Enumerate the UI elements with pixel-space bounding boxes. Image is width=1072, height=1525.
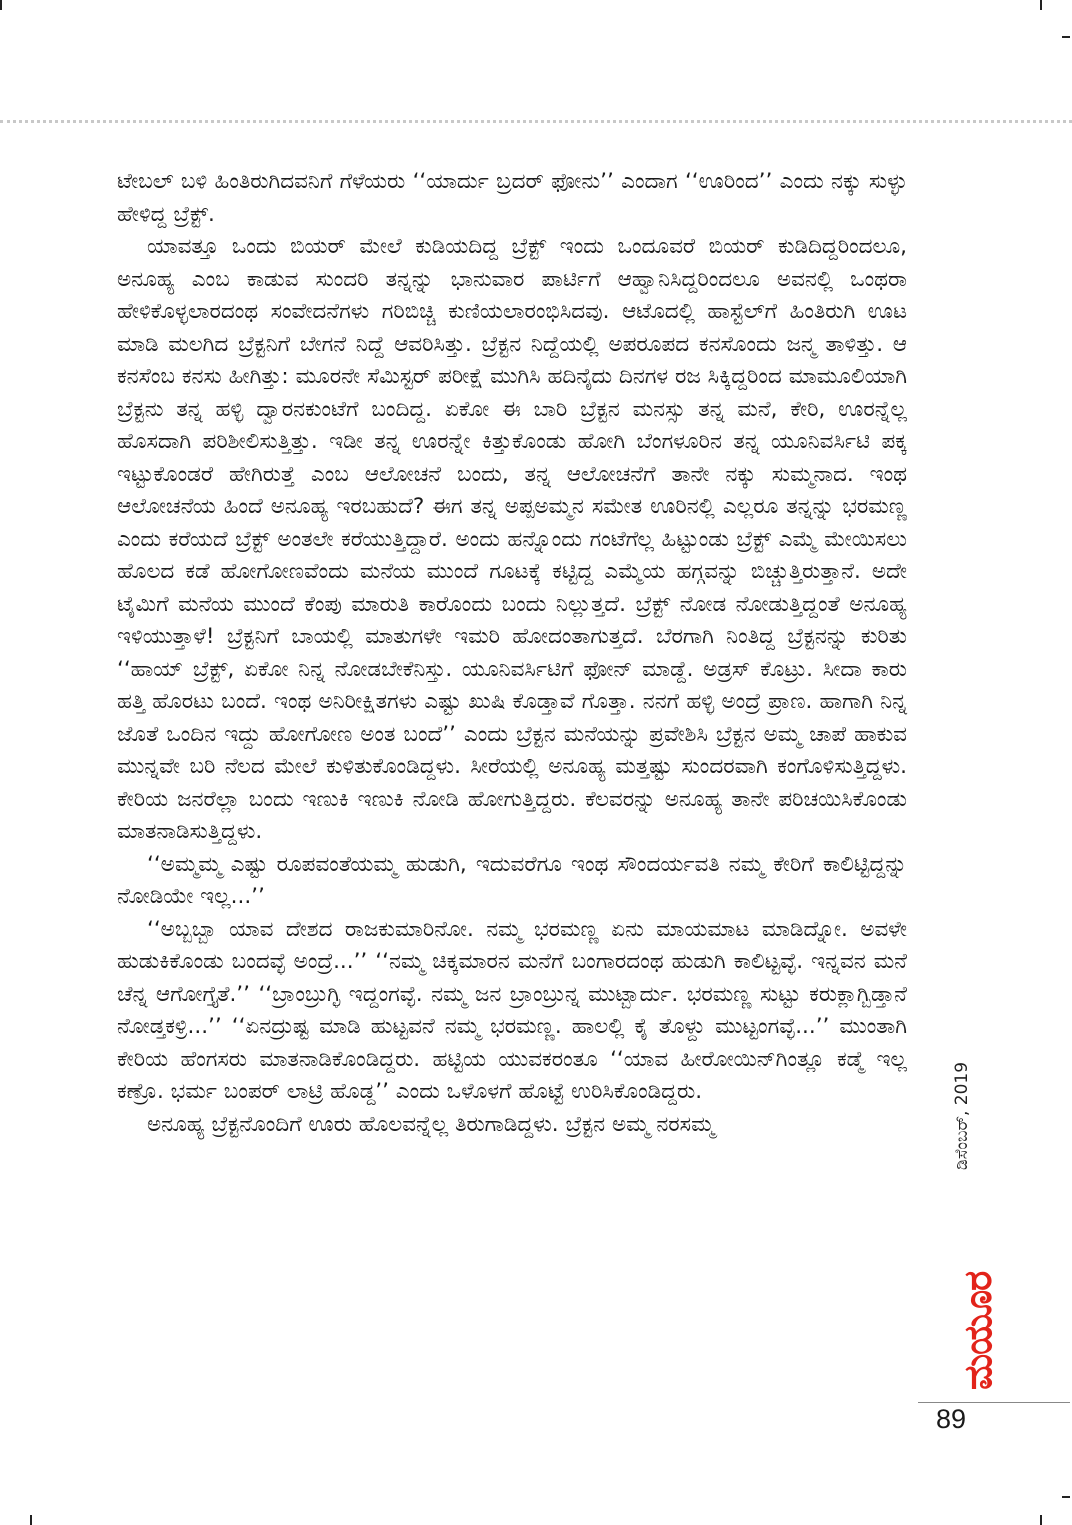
article-body [117, 166, 907, 1141]
article-paragraph: ‘‘ಅಬ್ಬಬ್ಬಾ ಯಾವ ದೇಶದ ರಾಜಕುಮಾರಿನೋ. ನಮ್ಮ ಭರಮಣ್ಣ ಏನು ಮಾಯಮಾಟ ಮಾಡಿದ್ನೋ. ಅವಳೇ ಹುಡುಕಿಕೊಂಡು ಬಂದವ್ಳೆ ಅಂದ್ರೆ...’’ ‘‘ನಮ್ಮ ಚಿಕ್ಕಮಾರನ ಮನೆಗೆ ಬಂಗಾರದಂಥ ಹುಡುಗಿ ಕಾಲಿಟ್ಟವ್ಳೆ. ಇನ್ನವನ ಮನೆ ಚೆನ್ನ ಆಗೋಗ್ತೈತೆ.’’ ‘‘ಬ್ರಾಂಬ್ರುಗ್ಳಿ ಇದ್ದಂಗವ್ಳೆ. ನಮ್ಮ ಜನ ಬ್ರಾಂಬ್ರುನ್ನ ಮುಟ್ಬಾರ್ದು. ಭರಮಣ್ಣ ಸುಟ್ಟು ಕರುಕ್ಲಾಗ್ಬಿಡ್ತಾನೆ ನೋಡ್ತಕಳ್ರಿ...’’ ‘‘ಏನದ್ರುಷ್ಟ ಮಾಡಿ ಹುಟ್ಟವನೆ ನಮ್ಮ ಭರಮಣ್ಣ. ಹಾಲಲ್ಲಿ ಕೈ ತೊಳ್ದು ಮುಟ್ಟಂಗವ್ಳೆ...’’ ಮುಂತಾಗಿ ಕೇರಿಯ ಹೆಂಗಸರು ಮಾತನಾಡಿಕೊಂಡಿದ್ದರು. ಹಟ್ಟಿಯ ಯುವಕರಂತೂ ‘‘ಯಾವ ಹೀರೋಯಿನ್‌ಗಿಂತ್ಲೂ ಕಡ್ಮೆ ಇಲ್ಲ ಕಣ್ರೊ. ಭರ್ಮ ಬಂಪರ್ ಲಾಟ್ರಿ ಹೊಡ್ದ’’ ಎಂದು ಒಳೊಳಗೆ ಹೊಟ್ಟೆ ಉರಿಸಿಕೊಂಡಿದ್ದರು. [117, 916, 907, 1104]
crop-mark-top-left [0, 0, 2, 10]
magazine-logo: ಮಯೂರ [956, 1271, 1000, 1390]
crop-mark-right-upper [1062, 36, 1070, 38]
article-paragraph: ಟೇಬಲ್ ಬಳಿ ಹಿಂತಿರುಗಿದವನಿಗೆ ಗೆಳೆಯರು ‘‘ಯಾರ್ದು ಬ್ರದರ್ ಫೋನು’’ ಎಂದಾಗ ‘‘ಊರಿಂದ’’ ಎಂದು ನಕ್ಕು ಸುಳ್ಳು ಹೇಳಿದ್ದ ಬ್ರೆಕ್ಟ್. [117, 169, 907, 227]
crop-mark-bottom-right [1040, 1515, 1042, 1525]
article-paragraph: ‘‘ಅಮ್ಮಮ್ಮ ಎಷ್ಟು ರೂಪವಂತೆಯಮ್ಮ ಹುಡುಗಿ, ಇದುವರೆಗೂ ಇಂಥ ಸೌಂದರ್ಯವತಿ ನಮ್ಮ ಕೇರಿಗೆ ಕಾಲಿಟ್ಟಿದ್ದನ್ನು ನೋಡಿಯೇ ಇಲ್ಲ...’’ [117, 851, 907, 909]
article-paragraph: ಅನೂಹ್ಯ ಬ್ರೆಕ್ಟನೊಂದಿಗೆ ಊರು ಹೊಲವನ್ನೆಲ್ಲ ತಿರುಗಾಡಿದ್ದಳು. ಬ್ರೆಕ್ಟನ ಅಮ್ಮ ನರಸಮ್ಮ [147, 1111, 715, 1137]
crop-mark-top-right [1040, 0, 1042, 10]
footer-rule [918, 1402, 1070, 1403]
crop-mark-right-lower [1062, 1496, 1070, 1498]
header-dotted-rule [0, 120, 1072, 123]
issue-date: ಡಿಸೆಂಬರ್, 2019 [952, 1061, 972, 1170]
article-paragraph: ಯಾವತ್ತೂ ಒಂದು ಬಿಯರ್ ಮೇಲೆ ಕುಡಿಯದಿದ್ದ ಬ್ರೆಕ್ಟ್ ಇಂದು ಒಂದೂವರೆ ಬಿಯರ್ ಕುಡಿದಿದ್ದರಿಂದಲೂ, ಅನೂಹ್ಯ ಎಂಬ ಕಾಡುವ ಸುಂದರಿ ತನ್ನನ್ನು ಭಾನುವಾರ ಪಾರ್ಟಿಗೆ ಆಹ್ವಾನಿಸಿದ್ದರಿಂದಲೂ ಅವನಲ್ಲಿ ಒಂಥರಾ ಹೇಳಿಕೊಳ್ಳಲಾರದಂಥ ಸಂವೇದನೆಗಳು ಗರಿಬಿಚ್ಚಿ ಕುಣಿಯಲಾರಂಭಿಸಿದವು. ಆಟೊದಲ್ಲಿ ಹಾಸ್ಟೆಲ್‌ಗೆ ಹಿಂತಿರುಗಿ ಊಟ ಮಾಡಿ ಮಲಗಿದ ಬ್ರೆಕ್ಟನಿಗೆ ಬೇಗನೆ ನಿದ್ದೆ ಆವರಿಸಿತ್ತು. ಬ್ರೆಕ್ಟನ ನಿದ್ದೆಯಲ್ಲಿ ಅಪರೂಪದ ಕನಸೊಂದು ಜನ್ಮ ತಾಳಿತ್ತು. ಆ ಕನಸೆಂಬ ಕನಸು ಹೀಗಿತ್ತು: ಮೂರನೇ ಸೆಮಿಸ್ಟರ್ ಪರೀಕ್ಷೆ ಮುಗಿಸಿ ಹದಿನೈದು ದಿನಗಳ ರಜ ಸಿಕ್ಕಿದ್ದರಿಂದ ಮಾಮೂಲಿಯಾಗಿ ಬ್ರೆಕ್ಟನು ತನ್ನ ಹಳ್ಳಿ ದ್ವಾರನಕುಂಟೆಗೆ ಬಂದಿದ್ದ. ಏಕೋ ಈ ಬಾರಿ ಬ್ರೆಕ್ಟನ ಮನಸ್ಸು ತನ್ನ ಮನೆ, ಕೇರಿ, ಊರನ್ನೆಲ್ಲ ಹೊಸದಾಗಿ ಪರಿಶೀಲಿಸುತ್ತಿತ್ತು. ಇಡೀ ತನ್ನ ಊರನ್ನೇ ಕಿತ್ತುಕೊಂಡು ಹೋಗಿ ಬೆಂಗಳೂರಿನ ತನ್ನ ಯೂನಿವರ್ಸಿಟಿ ಪಕ್ಕ ಇಟ್ಟುಕೊಂಡರೆ ಹೇಗಿರುತ್ತೆ ಎಂಬ ಆಲೋಚನೆ ಬಂದು, ತನ್ನ ಆಲೋಚನೆಗೆ ತಾನೇ ನಕ್ಕು ಸುಮ್ಮನಾದ. ಇಂಥ ಆಲೋಚನೆಯ ಹಿಂದೆ ಅನೂಹ್ಯ ಇರಬಹುದೆ? ಈಗ ತನ್ನ ಅಪ್ಪಅಮ್ಮನ ಸಮೇತ ಊರಿನಲ್ಲಿ ಎಲ್ಲರೂ ತನ್ನನ್ನು ಭರಮಣ್ಣ ಎಂದು ಕರೆಯದೆ ಬ್ರೆಕ್ಟ್ ಅಂತಲೇ ಕರೆಯುತ್ತಿದ್ದಾರೆ. ಅಂದು ಹನ್ನೊಂದು ಗಂಟೆಗೆಲ್ಲ ಹಿಟ್ಟುಂಡು ಬ್ರೆಕ್ಟ್ ಎಮ್ಮೆ ಮೇಯಿಸಲು ಹೊಲದ ಕಡೆ ಹೋಗೋಣವೆಂದು ಮನೆಯ ಮುಂದೆ ಗೂಟಕ್ಕೆ ಕಟ್ಟಿದ್ದ ಎಮ್ಮೆಯ ಹಗ್ಗವನ್ನು ಬಿಚ್ಚುತ್ತಿರುತ್ತಾನೆ. ಅದೇ ಟೈಮಿಗೆ ಮನೆಯ ಮುಂದೆ ಕೆಂಪು ಮಾರುತಿ ಕಾರೊಂದು ಬಂದು ನಿಲ್ಲುತ್ತದೆ. ಬ್ರೆಕ್ಟ್ ನೋಡ ನೋಡುತ್ತಿದ್ದಂತೆ ಅನೂಹ್ಯ ಇಳಿಯುತ್ತಾಳೆ! ಬ್ರೆಕ್ಟನಿಗೆ ಬಾಯಲ್ಲಿ ಮಾತುಗಳೇ ಇಮರಿ ಹೋದಂತಾಗುತ್ತದೆ. ಬೆರಗಾಗಿ ನಿಂತಿದ್ದ ಬ್ರೆಕ್ಟನನ್ನು ಕುರಿತು ‘‘ಹಾಯ್ ಬ್ರೆಕ್ಟ್, ಏಕೋ ನಿನ್ನ ನೋಡಬೇಕೆನಿಸ್ತು. ಯೂನಿವರ್ಸಿಟಿಗೆ ಫೋನ್ ಮಾಡ್ದೆ. ಅಡ್ರಸ್ ಕೊಟ್ರು. ಸೀದಾ ಕಾರು ಹತ್ತಿ ಹೊರಟು ಬಂದೆ. ಇಂಥ ಅನಿರೀಕ್ಷಿತಗಳು ಎಷ್ಟು ಖುಷಿ ಕೊಡ್ತಾವೆ ಗೊತ್ತಾ. ನನಗೆ ಹಳ್ಳಿ ಅಂದ್ರೆ ಪ್ರಾಣ. ಹಾಗಾಗಿ ನಿನ್ನ ಜೊತೆ ಒಂದಿನ ಇದ್ದು ಹೋಗೋಣ ಅಂತ ಬಂದೆ’’ ಎಂದು ಬ್ರೆಕ್ಟನ ಮನೆಯನ್ನು ಪ್ರವೇಶಿಸಿ ಬ್ರೆಕ್ಟನ ಅಮ್ಮ ಚಾಪೆ ಹಾಕುವ ಮುನ್ನವೇ ಬರಿ ನೆಲದ ಮೇಲೆ ಕುಳಿತುಕೊಂಡಿದ್ದಳು. ಸೀರೆಯಲ್ಲಿ ಅನೂಹ್ಯ ಮತ್ತಷ್ಟು ಸುಂದರವಾಗಿ ಕಂಗೊಳಿಸುತ್ತಿದ್ದಳು. ಕೇರಿಯ ಜನರೆಲ್ಲಾ ಬಂದು ಇಣುಕಿ ಇಣುಕಿ ನೋಡಿ ಹೋಗುತ್ತಿದ್ದರು. ಕೆಲವರನ್ನು ಅನೂಹ್ಯ ತಾನೇ ಪರಿಚಯಿಸಿಕೊಂಡು ಮಾತನಾಡಿಸುತ್ತಿದ್ದಳು. [117, 234, 907, 844]
crop-mark-bottom-left [30, 1515, 32, 1525]
page-number: 89 [936, 1404, 967, 1434]
